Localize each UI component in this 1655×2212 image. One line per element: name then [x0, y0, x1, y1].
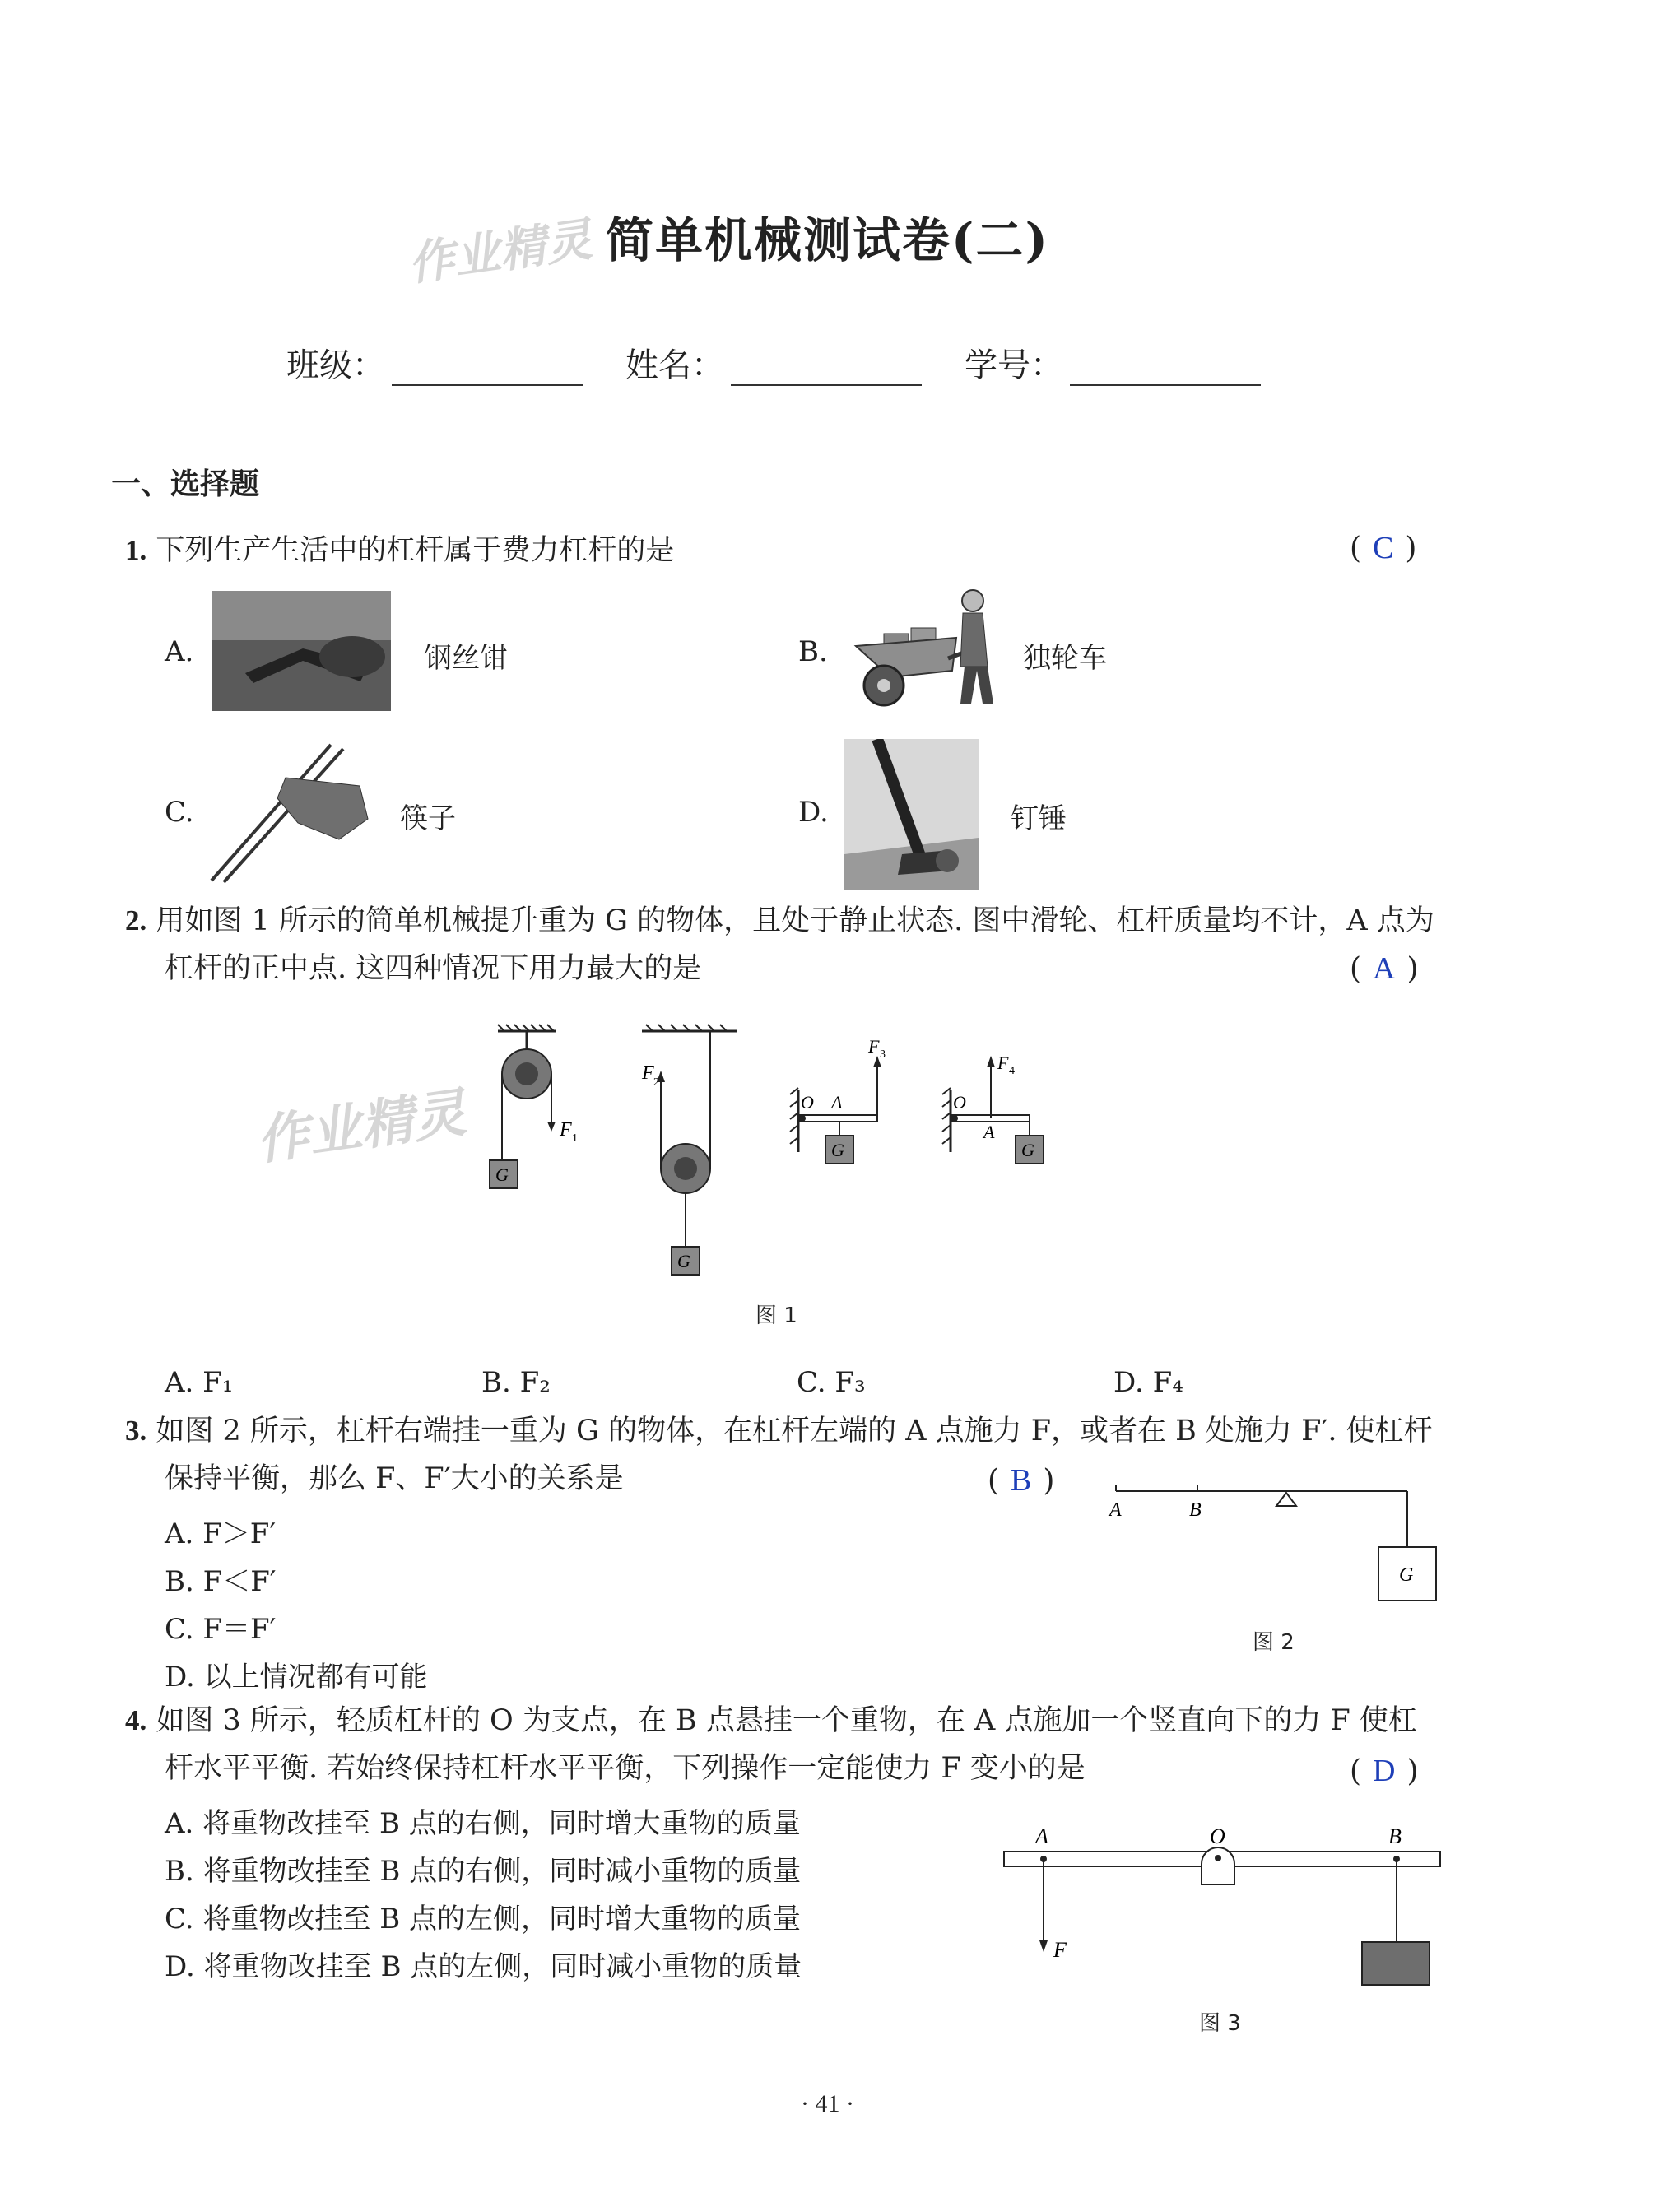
a-label-3: A	[831, 1092, 843, 1113]
figure-1-caption: 图 1	[755, 1304, 797, 1328]
lever-f3-diagram	[790, 1036, 886, 1164]
watermark-top: 作业精灵	[405, 212, 596, 292]
q2-line1-row	[125, 897, 1442, 945]
a-label-4: A	[983, 1122, 995, 1142]
q1-stem	[125, 527, 674, 574]
q3-line1-row	[125, 1407, 1442, 1455]
q2-answer-value: A	[1373, 951, 1396, 986]
f2-label: F	[642, 1062, 654, 1084]
q3-option-c: C. F＝F′	[165, 1613, 277, 1646]
lever-f4-diagram	[942, 1053, 1044, 1164]
f3-label: F	[868, 1036, 880, 1057]
q1-option-b-letter: B.	[798, 635, 828, 668]
q4-option-a: A. 将重物改挂至 B 点的右侧，同时增大重物的质量	[165, 1807, 801, 1840]
q1-option-d-label: 钉锤	[1011, 802, 1067, 835]
hammer-image	[844, 739, 979, 890]
q3-line2: 保持平衡，那么 F、F′大小的关系是	[165, 1462, 624, 1495]
q4-option-c: C. 将重物改挂至 B 点的左侧，同时增大重物的质量	[165, 1903, 802, 1936]
class-label: 班级：	[286, 346, 385, 384]
figure-3-caption: 图 3	[1199, 2011, 1241, 2036]
g-label-1: G	[495, 1164, 509, 1185]
figure-2-caption: 图 2	[1253, 1630, 1295, 1655]
f2-sub: 2	[653, 1076, 659, 1089]
q4-answer-value: D	[1373, 1754, 1396, 1788]
q1-option-a-label: 钢丝钳	[424, 642, 508, 675]
q2-option-b: B. F₂	[481, 1366, 551, 1399]
q1-answer: ( C )	[1350, 531, 1417, 565]
class-blank[interactable]	[392, 353, 583, 386]
name-label: 姓名：	[625, 346, 724, 384]
q2-line2: 杠杆的正中点. 这四种情况下用力最大的是	[165, 952, 702, 985]
name-blank[interactable]	[731, 353, 922, 386]
q2-option-d: D. F₄	[1113, 1366, 1183, 1399]
fig2-a-label: A	[1109, 1499, 1122, 1521]
q4-option-b: B. 将重物改挂至 B 点的右侧，同时减小重物的质量	[165, 1855, 802, 1888]
f3-sub: 3	[880, 1048, 886, 1061]
q1-number: 1.	[125, 534, 147, 566]
q1-option-d-letter: D.	[798, 796, 829, 829]
q1-answer-value: C	[1373, 531, 1394, 565]
fig3-b-label: B	[1388, 1824, 1402, 1848]
g-label-3: G	[831, 1140, 844, 1160]
figure-3	[996, 1819, 1448, 2000]
q2-stem	[125, 897, 1442, 992]
g-label-2: G	[677, 1251, 690, 1271]
q3-answer: ( B )	[988, 1463, 1055, 1498]
q3-option-d: D. 以上情况都有可能	[165, 1661, 428, 1694]
section-heading: 一、选择题	[111, 467, 260, 501]
fig2-g-label: G	[1399, 1564, 1414, 1586]
movable-pulley-diagram	[641, 1025, 737, 1275]
fig3-a-label: A	[1035, 1824, 1048, 1848]
q3-line1: 如图 2 所示，杠杆右端挂一重为 G 的物体，在杠杆左端的 A 点施力 F，或者在 B 处施力 F′. 使杠杆	[156, 1415, 1433, 1448]
q2-option-c: C. F₃	[797, 1366, 866, 1399]
o-label-3: O	[801, 1092, 814, 1113]
wheelbarrow-image	[841, 580, 997, 712]
id-field	[965, 339, 1261, 386]
figure-2	[1103, 1477, 1448, 1613]
id-blank[interactable]	[1070, 353, 1261, 386]
q1-option-c-letter: C.	[165, 796, 194, 829]
q2-line1: 用如图 1 所示的简单机械提升重为 G 的物体，且处于静止状态. 图中滑轮、杠杆质量均不计，A 点为	[156, 904, 1434, 937]
q2-number: 2.	[125, 904, 147, 936]
q1-option-b-label: 独轮车	[1023, 642, 1107, 675]
q3-number: 3.	[125, 1415, 147, 1447]
q1-option-a-letter: A.	[165, 635, 194, 668]
id-label: 学号：	[965, 346, 1063, 384]
fig2-b-label: B	[1189, 1499, 1202, 1521]
fixed-pulley-diagram	[490, 1025, 578, 1188]
q3-option-b: B. F＜F′	[165, 1565, 277, 1598]
g-label-4: G	[1021, 1140, 1034, 1160]
watermark-mid: 作业精灵	[252, 1082, 470, 1173]
figure-1	[477, 1016, 1070, 1288]
name-field	[625, 339, 922, 386]
q3-answer-value: B	[1011, 1463, 1032, 1498]
q4-line1-row	[125, 1697, 1442, 1745]
q2-answer: ( A )	[1350, 951, 1419, 986]
q4-number: 4.	[125, 1704, 147, 1736]
fig3-o-label: O	[1210, 1824, 1225, 1848]
f1-label: F	[560, 1119, 572, 1141]
q1-option-c-label: 筷子	[400, 802, 456, 835]
f4-sub: 4	[1009, 1065, 1015, 1077]
chopsticks-image	[207, 741, 372, 885]
pliers-image	[212, 591, 391, 711]
f1-sub: 1	[572, 1132, 578, 1145]
q1-text: 下列生产生活中的杠杆属于费力杠杆的是	[156, 534, 675, 567]
q4-line1: 如图 3 所示，轻质杠杆的 O 为支点，在 B 点悬挂一个重物，在 A 点施加一个竖直向下的力 F 使杠	[156, 1704, 1417, 1737]
f4-label: F	[997, 1053, 1009, 1073]
q2-option-a: A. F₁	[165, 1366, 234, 1399]
page-title: 简单机械测试卷(二)	[606, 212, 1049, 268]
q4-stem	[125, 1697, 1442, 1792]
class-field	[286, 339, 583, 386]
q4-line2: 杆水平平衡. 若始终保持杠杆水平平衡，下列操作一定能使力 F 变小的是	[165, 1752, 1086, 1785]
fig3-f-label: F	[1053, 1938, 1067, 1962]
q4-option-d: D. 将重物改挂至 B 点的左侧，同时减小重物的质量	[165, 1950, 802, 1983]
q4-answer: ( D )	[1350, 1754, 1419, 1788]
page-number: · 41 ·	[801, 2090, 854, 2117]
o-label-4: O	[953, 1092, 966, 1113]
q3-option-a: A. F＞F′	[165, 1517, 277, 1550]
